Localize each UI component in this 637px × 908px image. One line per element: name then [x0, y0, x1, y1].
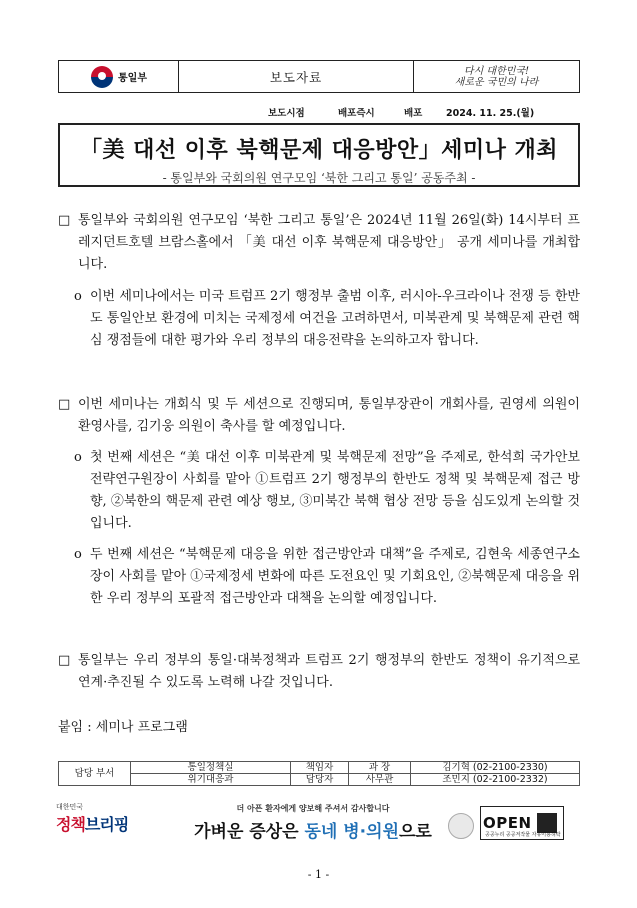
- page-subtitle: - 통일부와 국회의원 연구모임 ‘북한 그리고 통일’ 공동주최 -: [162, 171, 476, 185]
- banner-headline: [168, 817, 458, 842]
- table-row: [59, 762, 580, 774]
- banner-headline-part-3: 으로: [399, 822, 432, 842]
- open-license-subtext: 공공누리 공공저작물 자유이용허락: [485, 832, 561, 838]
- taegeuk-emblem-icon: [91, 66, 113, 88]
- square-bullet: □: [58, 653, 71, 668]
- paragraph-2-text: 이번 세미나는 개회식 및 두 세션으로 진행되며, 통일부장관이 개회사를, 권영세 의원이 환영사를, 김기웅 의원이 축사를 할 예정입니다.: [78, 397, 580, 434]
- slogan-line-2: 새로운 국민의 나라: [454, 76, 539, 88]
- brand-big-text: [56, 812, 138, 835]
- ministry-name: 통일부: [118, 73, 147, 84]
- role-cell: 담당자: [291, 774, 349, 786]
- person-cell: 조민지 (02-2100-2332): [411, 774, 580, 786]
- public-health-banner: [168, 803, 458, 843]
- release-timing: 배포즉시: [338, 108, 375, 119]
- circle-bullet: o: [74, 547, 82, 562]
- paragraph-2-sub-1-text: 첫 번째 세션은 “美 대선 이후 미북관계 및 북핵문제 전망”을 주제로, 한석희 국가안보전략연구원장이 사회를 맡아 ①트럼프 2기 행정부의 한반도 정책 및 북핵문제 접근 방향, ②북한의 핵문제 관련 예상 행보, ③미북간 북핵 협상 전망 등을 심도있게 논의할 것입니다.: [90, 450, 580, 531]
- paragraph-1-sub: [74, 286, 580, 352]
- contact-table: [58, 761, 580, 786]
- brand-small-text: 대한민국: [56, 803, 84, 811]
- release-label: 보도시점: [268, 108, 305, 119]
- paragraph-1-sub-text: 이번 세미나에서는 미국 트럼프 2기 행정부 출범 이후, 러시아-우크라이나 전쟁 등 한반도 통일안보 환경에 미치는 국제정세 여건을 고려하면서, 미북관계 및 북핵문제 관련 핵심 쟁점들에 대한 평가와 우리 정부의 대응전략을 논의하고자 합니다.: [90, 289, 580, 348]
- paragraph-2: [58, 394, 580, 438]
- role-cell: 책임자: [291, 762, 349, 774]
- government-slogan: [414, 61, 579, 92]
- press-release-header: [58, 60, 580, 93]
- doc-type: 보도자료: [179, 61, 414, 92]
- page-title: 「美 대선 이후 북핵문제 대응방안」세미나 개최: [79, 138, 559, 163]
- ministry-logo: [59, 61, 179, 92]
- license-type-icon: [537, 813, 557, 833]
- banner-small-text: 더 아픈 환자에게 양보해 주셔서 감사합니다: [236, 804, 390, 813]
- paragraph-1: [58, 210, 580, 276]
- policy-briefing-logo: [56, 802, 138, 840]
- title-box: [58, 123, 580, 187]
- square-bullet: □: [58, 213, 71, 228]
- table-row: [59, 774, 580, 786]
- paragraph-2-sub-2-text: 두 번째 세션은 “북핵문제 대응을 위한 접근방안과 대책”을 주제로, 김현욱 세종연구소장이 사회를 맡아 ①국제정세 변화에 따른 도전요인 및 기회요인, ②북핵문제 대응을 위한 우리 정부의 포괄적 접근방안과 대책을 논의할 예정입니다.: [90, 547, 581, 606]
- brand-big-part-1: 정책: [56, 815, 85, 834]
- banner-headline-part-1: 가벼운 증상은: [194, 822, 305, 842]
- square-bullet: □: [58, 397, 71, 412]
- dept-cell: 위기대응과: [131, 774, 291, 786]
- person-cell: 김기혁 (02-2100-2330): [411, 762, 580, 774]
- slogan-line-1: 다시 대한민국!: [463, 65, 530, 77]
- paragraph-1-text: 통일부와 국회의원 연구모임 ‘북한 그리고 통일’은 2024년 11월 26일(화) 14시부터 프레지던트호텔 브람스홀에서 「美 대선 이후 북핵문제 대응방안」 공개 세미나를 개최합니다.: [78, 213, 580, 272]
- dept-cell: 통일정책실: [131, 762, 291, 774]
- page-number: - 1 -: [307, 868, 330, 881]
- attachment-note: 붙임 : 세미나 프로그램: [58, 720, 188, 735]
- paragraph-3-text: 통일부는 우리 정부의 통일·대북정책과 트럼프 2기 행정부의 한반도 정책이 유기적으로 연계·추진될 수 있도록 노력해 나갈 것입니다.: [78, 653, 580, 690]
- banner-headline-part-2: 동네 병·의원: [304, 822, 399, 842]
- open-label: OPEN: [483, 814, 532, 832]
- paragraph-3: [58, 650, 580, 694]
- circle-bullet: o: [74, 289, 82, 304]
- paragraph-2-sub-2: [74, 544, 580, 610]
- dept-label-cell: 담당 부서: [59, 762, 131, 786]
- title-cell: 과 장: [349, 762, 411, 774]
- circle-bullet: o: [74, 450, 82, 465]
- brand-big-part-2: 브리핑: [84, 815, 129, 834]
- release-date: 2024. 11. 25.(월): [446, 108, 535, 119]
- paragraph-2-sub-1: [74, 447, 580, 535]
- open-license-badge: [480, 806, 564, 840]
- hospital-icon: [448, 813, 474, 839]
- title-cell: 사무관: [349, 774, 411, 786]
- distribution-label: 배포: [404, 108, 423, 119]
